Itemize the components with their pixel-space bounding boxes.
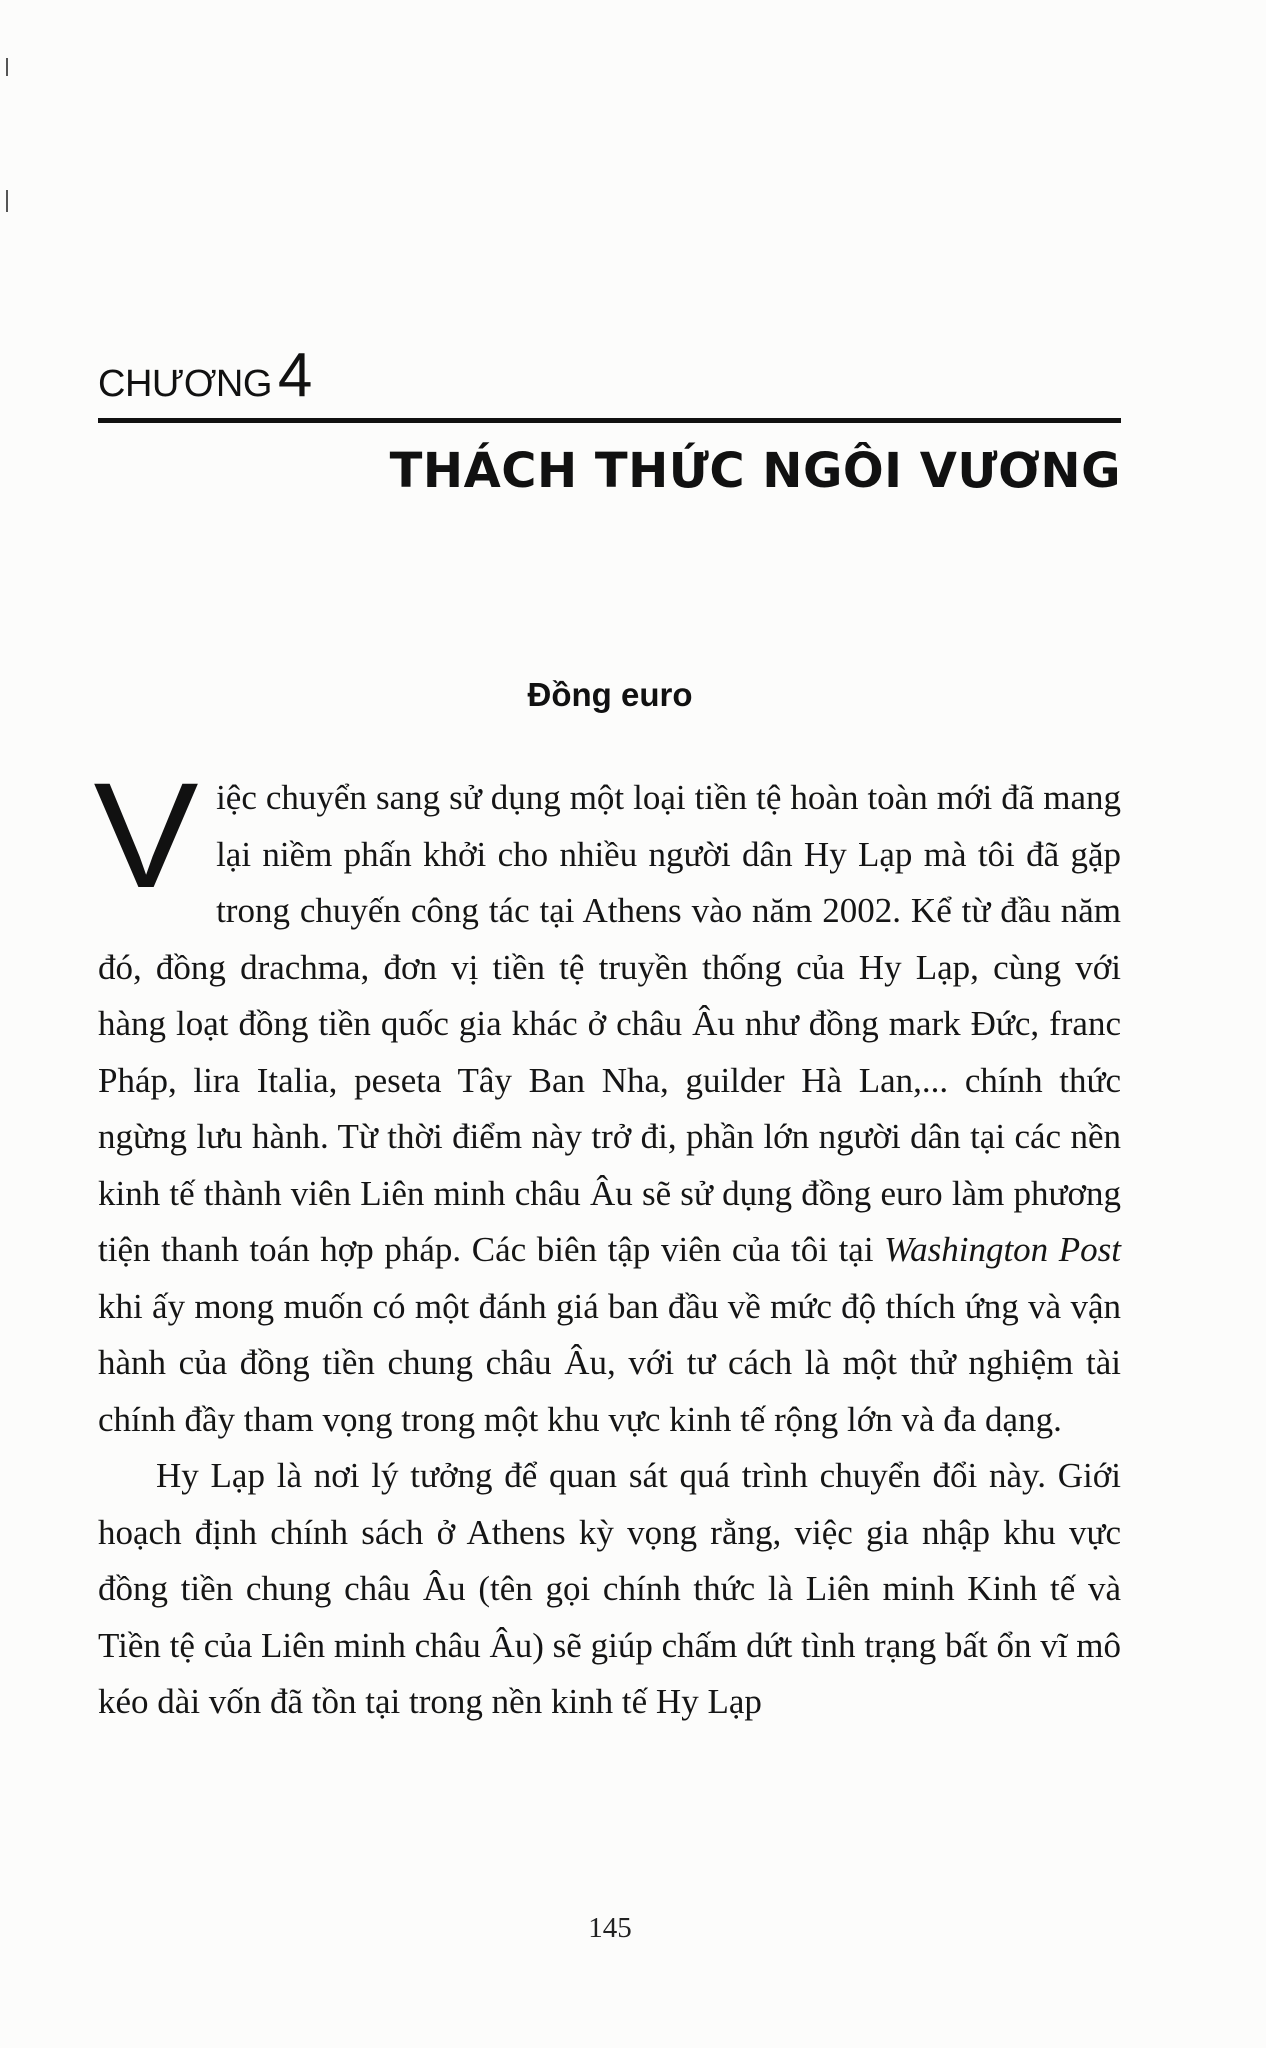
section-title: Đồng euro — [527, 676, 693, 713]
chapter-label — [98, 340, 312, 411]
publication-title: Washington Post — [884, 1230, 1121, 1269]
margin-mark — [6, 190, 8, 212]
body-text — [93, 751, 1121, 1731]
chapter-rule — [98, 418, 1121, 423]
paragraph-2: Hy Lạp là nơi lý tưởng để quan sát quá trình chuyển đổi này. Giới hoạch định chính sách ở Athens kỳ vọng rằng, việc gia nhập khu vực đồng tiền chung châu Âu (tên gọi chính thức là Liên minh Kinh tế và Tiền tệ của Liên minh châu Âu) sẽ giúp chấm dứt tình trạng bất ổn vĩ mô kéo dài vốn đã tồn tại trong nền kinh tế Hy Lạp — [98, 1456, 1121, 1721]
page-number: 145 — [588, 1912, 632, 1944]
drop-cap: V — [93, 751, 199, 919]
paragraph-1 — [93, 751, 1121, 1448]
chapter-word: CHƯƠNG — [98, 363, 272, 405]
margin-mark — [6, 58, 8, 76]
chapter-number: 4 — [277, 341, 313, 410]
chapter-title: THÁCH THỨC NGÔI VƯƠNG — [389, 443, 1121, 499]
paragraph-1-text-b: khi ấy mong muốn có một đánh giá ban đầu về mức độ thích ứng và vận hành của đồng tiền chung châu Âu, với tư cách là một thử nghiệm tài chính đầy tham vọng trong một khu vực kinh tế rộng lớn và đa dạng. — [98, 1286, 1121, 1439]
paragraph-1-text-a: iệc chuyển sang sử dụng một loại tiền tệ hoàn toàn mới đã mang lại niềm phấn khởi cho nhiều người dân Hy Lạp mà tôi đã gặp trong chuyến công tác tại Athens vào năm 2002. Kể từ đầu năm đó, đồng drachma, đơn vị tiền tệ truyền thống của Hy Lạp, cùng với hàng loạt đồng tiền quốc gia khác ở châu Âu như đồng mark Đức, franc Pháp, lira Italia, peseta Tây Ban Nha, guilder Hà Lan,... chính thức ngừng lưu hành. Từ thời điểm này trở đi, phần lớn người dân tại các nền kinh tế thành viên Liên minh châu Âu sẽ sử dụng đồng euro làm phương tiện thanh toán hợp pháp. Các biên tập viên của tôi tại — [98, 778, 1121, 1269]
